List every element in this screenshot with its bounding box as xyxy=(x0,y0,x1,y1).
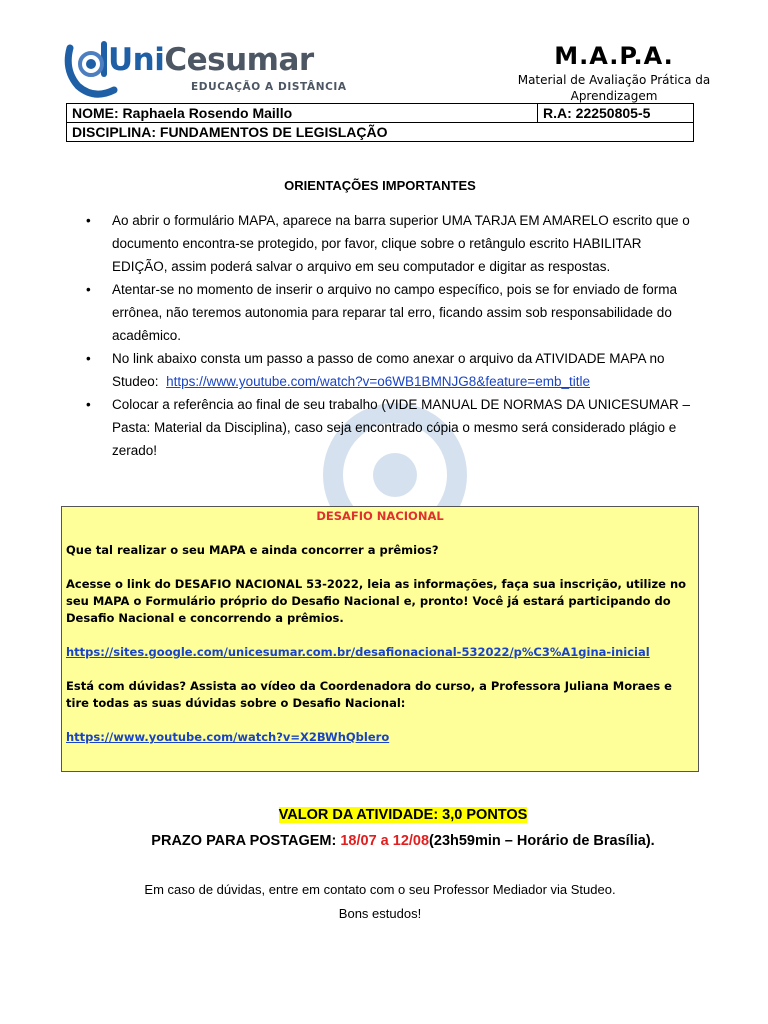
logo-subtitle: EDUCAÇÃO A DISTÂNCIA xyxy=(191,81,347,93)
list-item: • Atentar-se no momento de inserir o arquivo no campo específico, pois se for enviado de forma errônea, não teremos autonomia para reparar tal erro, ficando assim sob responsabilidade do acadêmico. xyxy=(86,278,696,347)
student-info-table xyxy=(66,103,694,142)
deadline-dates: 18/07 a 12/08 xyxy=(340,833,430,849)
mapa-subtitle: Material de Avaliação Prática da Aprendizagem xyxy=(517,73,711,103)
contact-note: Em caso de dúvidas, entre em contato com o seu Professor Mediador via Studeo. xyxy=(144,882,616,897)
logo-wordmark: UniCesumar xyxy=(108,42,314,78)
studeo-tutorial-link[interactable]: https://www.youtube.com/watch?v=o6WB1BMNJG8&feature=emb_title xyxy=(166,374,591,389)
student-ra: R.A: 22250805-5 xyxy=(538,104,694,123)
desafio-duvidas: Está com dúvidas? Assista ao vídeo da Coordenadora do curso, a Professora Juliana Moraes e tire todas as suas dúvidas sobre o Desafio Nacional: xyxy=(66,679,672,710)
desafio-title: DESAFIO NACIONAL xyxy=(316,509,444,523)
mapa-title: M.A.P.A. xyxy=(554,42,674,70)
orientations-heading: ORIENTAÇÕES IMPORTANTES xyxy=(284,178,476,193)
desafio-nacional-box xyxy=(61,506,699,772)
bullet-icon: • xyxy=(86,213,91,228)
closing-note: Bons estudos! xyxy=(338,906,422,921)
bullet-icon: • xyxy=(86,397,91,412)
bullet-icon: • xyxy=(86,351,91,366)
deadline: PRAZO PARA POSTAGEM: 18/07 a 12/08(23h59min – Horário de Brasília). xyxy=(151,833,655,849)
list-item: • No link abaixo consta um passo a passo de como anexar o arquivo da ATIVIDADE MAPA no Studeo: https://www.youtube.com/watch?v=o6WB1BMNJG8&feature=emb_title xyxy=(86,347,696,393)
desafio-question: Que tal realizar o seu MAPA e ainda concorrer a prêmios? xyxy=(66,543,439,557)
desafio-instructions: Acesse o link do DESAFIO NACIONAL 53-2022, leia as informações, faça sua inscrição, utilize no seu MAPA o Formulário próprio do Desafio Nacional e, pronto! Você já estará participando do Desafio Nacional e concorrendo a prêmios. xyxy=(66,577,687,625)
coordinator-video-link[interactable]: https://www.youtube.com/watch?v=X2BWhQblero xyxy=(66,730,390,744)
list-item: • Colocar a referência ao final de seu trabalho (VIDE MANUAL DE NORMAS DA UNICESUMAR – Pasta: Material da Disciplina), caso seja encontrado cópia o mesmo será considerado plágio e zerado! xyxy=(86,393,696,462)
bullet-icon: • xyxy=(86,282,91,297)
orientations-list xyxy=(86,209,696,462)
list-item: • Ao abrir o formulário MAPA, aparece na barra superior UMA TARJA EM AMARELO escrito que o documento encontra-se protegido, por favor, clique sobre o retângulo escrito HABILITAR EDIÇÃO, assim poderá salvar o arquivo em seu computador e digitar as respostas. xyxy=(86,209,696,278)
activity-value: VALOR DA ATIVIDADE: 3,0 PONTOS xyxy=(278,807,528,823)
student-name: NOME: Raphaela Rosendo Maillo xyxy=(67,104,538,123)
discipline: DISCIPLINA: FUNDAMENTOS DE LEGISLAÇÃO xyxy=(67,123,694,142)
desafio-link[interactable]: https://sites.google.com/unicesumar.com.br/desafionacional-532022/p%C3%A1gina-inicial xyxy=(66,645,650,659)
